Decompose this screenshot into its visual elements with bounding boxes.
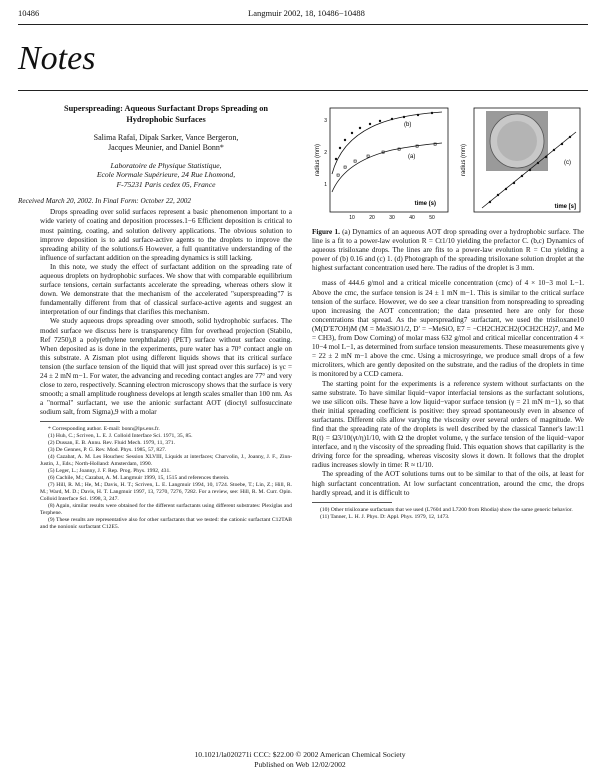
footnote-rule: [40, 421, 120, 422]
paragraph: In this note, we study the effect of surfactant addition on the spreading rate of aqueous droplets on hydrophobic surfaces. We show that with comparable equilibrium surface tensions, certain surfactants accelerate the spreading, whereas others slow it down. We demonstrate that the mechanism of the accelerated "superspreading"7 is fundamentally different from that of classical surface-active agents and suggest an interpretation of our findings that clarifies this mechanism.: [40, 262, 292, 317]
affil-line: Laboratoire de Physique Statistique,: [110, 161, 222, 170]
footnote: (9) These results are representative also for other surfactants that we tested: the cationic surfactant C12TAB and the nonionic surfactant C12E5.: [40, 517, 292, 531]
panel-c-ylabel: radius (mm): [461, 143, 467, 177]
page-footer: [0, 750, 600, 770]
panel-a-xtick: 40: [409, 215, 415, 221]
panel-a-ytick: 3: [324, 118, 327, 124]
figure-caption: [312, 228, 584, 273]
caption-label: Figure 1.: [312, 228, 340, 236]
right-column: [312, 228, 584, 521]
footnote: (7) Hill, R. M.; He, M.; Davis, H. T.; Scriven, L. E. Langmuir 1994, 10, 1724. Stoebe, T.; Lin, Z.; Hill, R. M.; Ward, M. D.; Davis, H. T. Langmuir 1997, 13, 7270, 7276, 7282. For a review, see: Hill, R. M. Curr. Opin. Colloid Interface Sci. 1998, 3, 247.: [40, 482, 292, 503]
footnote: (3) De Gennes, P. G. Rev. Mod. Phys. 1985, 57, 827.: [48, 447, 167, 454]
affil-line: F-75231 Paris cedex 05, France: [116, 179, 216, 189]
panel-a-ylabel: radius (mm): [315, 143, 321, 177]
paragraph: The starting point for the experiments is a reference system without surfactants on the same substrate. To have similar liquid−vapor interfacial tensions as the surfactant solutions, we use silicon oils. These have a low liquid−vapor surface tension (γ = 21 mN m−1), so that their initial spreading coefficient is positive: they spread spontaneously even in absence of surfactants. Different oils allow varying the viscosity over several orders of magnitude. We find that the spreading rate of the droplets is well described by the classical Tanner's law:11 R(t) = Ω3/10(γt/η)1/10, with Ω the droplet volume, γ the surface tension of the liquid−vapor interface, and η the viscosity of the spreading fluid. This equation shows that capillarity is the driving force for the spreading, whereas viscosity slows it down. It follows that the droplet radius increases slowly in time: R ≈ t1/10.: [312, 379, 584, 470]
caption-text: (a) Dynamics of an aqueous AOT drop spreading over a hydrophobic surface. The line is a fit to a power-law evolution R = Ct1/10 yielding the prefactor C. (b,c) Dynamics of aqueous trisiloxane drops. The lines are fits to a power-law evolution R = Ctα yielding a power of (b) 0.16 and (c) 1. (d) Photograph of the spreading trisiloxane solution droplet at the highest surfactant concentration used here. The radius of the droplet is 3 mm.: [312, 228, 585, 273]
footnote: (5) Leger, L.; Joanny, J. F. Rep. Prog. Phys. 1992, 431.: [48, 468, 171, 475]
data-points-a: [337, 143, 436, 176]
published-line: Published on Web 12/02/2002: [254, 760, 346, 769]
affil-line: Ecole Normale Supérieure, 24 Rue Lhomond,: [96, 170, 236, 180]
panel-a-xtick: 50: [429, 215, 435, 221]
journal-line: Langmuir 2002, 18, 10486−10488: [248, 8, 365, 18]
panel-a-xlabel: time (s): [414, 201, 436, 207]
received-dates: Received March 20, 2002. In Final Form: October 22, 2002: [18, 197, 191, 206]
footnote: (11) Tanner, L. H. J. Phys. D: Appl. Phys. 1979, 12, 1473.: [320, 513, 450, 520]
left-column: [18, 104, 292, 531]
footnote: * Corresponding author. E-mail: bonn@lps.ens.fr.: [48, 426, 160, 433]
paragraph: mass of 444.6 g/mol and a critical micelle concentration (cmc) of 4 × 10−3 mol L−1. Above the cmc, the surface tension is 24 ± 1 mN m−1. This is similar to the critical surface tension of the surface. However, we do see a clear transition from nonspreading to spreading upon increasing the AOT concentration; the data presented here are only for those concentrations that spread. As the superspreading7 surfactant, we used the trisiloxane10 (M(D′E7OH)M (M = Me3SiO1/2, D′ = −MeSiO, E7 = −CH2CH2CH2(OCH2CH2)7, and Me = CH3), from Dow Corning) of molar mass 632 g/mol and critical micellar concentration 4 × 10−4 mol L−1, as determined from surface tension measurements. These measurements give γ = 22 ± 2 mN m−1 above the cmc. Using a microsyringe, we produce small drops of a few microliters, which are gently deposited on the substrate, and the radius of the droplets in time is monitored by a CCD camera.: [312, 279, 584, 379]
paragraph: We study aqueous drops spreading over smooth, solid hydrophobic surfaces. The model surface we discuss here is transparency film for overhead projection (Stabilo, Ref 7250),8 a poly(ethylene terephthalate) (PET) surface without surface coating. When deposited as is done in the experiments, pure water has a 70° contact angle on this substrate. A Zisman plot using different liquids shows that its critical surface tension (the surface tension of the liquid that will just spread over this surface) is γc = 24 ± 2 mN m−1. For water, the advancing and receding contact angles are 77° and very close to zero, respectively. Scanning electron microscopy shows that the surface is very smooth; a small amplitude roughness develops at length scales smaller than 100 nm. As a "normal" surfactant, we use the anionic surfactant AOT (dioctyl sulfosuccinate sodium salt, from Sigma),9 with a molar: [40, 317, 292, 417]
panel-a-ytick: 2: [324, 150, 327, 156]
section-title: Notes: [18, 40, 96, 77]
footnote: (2) Dussan, E. B. Annu. Rev. Fluid Mech. 1979, 11, 371.: [48, 440, 175, 447]
authors: [40, 133, 292, 153]
footnote-rule: [312, 502, 392, 503]
curve-label-c: (c): [564, 160, 571, 166]
doi-line: 10.1021/la020271i CCC: $22.00 © 2002 American Chemical Society: [194, 750, 406, 759]
curve-label-a: (a): [408, 154, 416, 160]
panel-a-ytick: 1: [324, 182, 327, 188]
paragraph: Drops spreading over solid surfaces represent a basic phenomenon important to a wide variety of coating and deposition processes.1−6 Efficient deposition is critical to most painting, coating, and solution delivery applications. The obvious solution to improve deposition is to add surface-active agents to the droplets to improve the spreading ability of the solutions.6 However, a full quantitative understanding of the influence of surfactant addition on the spreading dynamics is still lacking.: [40, 208, 292, 262]
header-rule: [18, 24, 588, 25]
footnote: (4) Cazabat, A. M. Les Houches: Session XLVIII, Liquids at interfaces; Charvolin, J., Joanny, J. F., Zinn-Justin, J., Eds.; North-Holland: Amsterdam, 1990.: [40, 454, 292, 468]
footnote: (8) Again, similar results were obtained for the different surfactants using different substrates: Plexiglas and Terphene.: [40, 503, 292, 517]
figure-1: [312, 104, 584, 222]
fit-curve-a: [332, 143, 442, 192]
panel-a-frame: [330, 108, 448, 212]
panel-a-xtick: 10: [349, 215, 355, 221]
article-title: Superspreading: Aqueous Surfactant Drops Spreading on Hydrophobic Surfaces: [63, 104, 268, 124]
paragraph: The spreading of the AOT solutions turns out to be similar to that of the oils, at least for high surfactant concentration. At low surfactant concentration, around the cmc, the drops hardly spread, and it is difficult to: [312, 470, 584, 497]
footnote: (10) Other trisiloxane surfactants that we used (L7604 and L7200 from Rhodia) show the same generic behavior.: [320, 506, 573, 513]
authors-line: Jacques Meunier, and Daniel Bonn*: [108, 143, 224, 152]
affiliation: [40, 161, 292, 189]
figure-panel-a: [315, 108, 448, 221]
figure-panel-c: [461, 108, 580, 212]
fit-curve-b: [332, 112, 442, 174]
page-number: 10486: [18, 8, 40, 18]
curve-label-b: (b): [404, 122, 412, 128]
panel-a-xtick: 30: [389, 215, 395, 221]
authors-line: Salima Rafaï, Dipak Sarker, Vance Bergeron,: [93, 133, 239, 142]
footnote: (1) Huh, C.; Scriven, L. E. J. Colloid Interface Sci. 1971, 35, 85.: [48, 433, 193, 440]
section-rule: [18, 90, 588, 91]
panel-a-xtick: 20: [369, 215, 375, 221]
panel-c-xlabel: time [s]: [554, 204, 576, 210]
footnote: (6) Cachile, M.; Cazabat, A. M. Langmuir 1999, 15, 1515 and references therein.: [48, 475, 230, 482]
